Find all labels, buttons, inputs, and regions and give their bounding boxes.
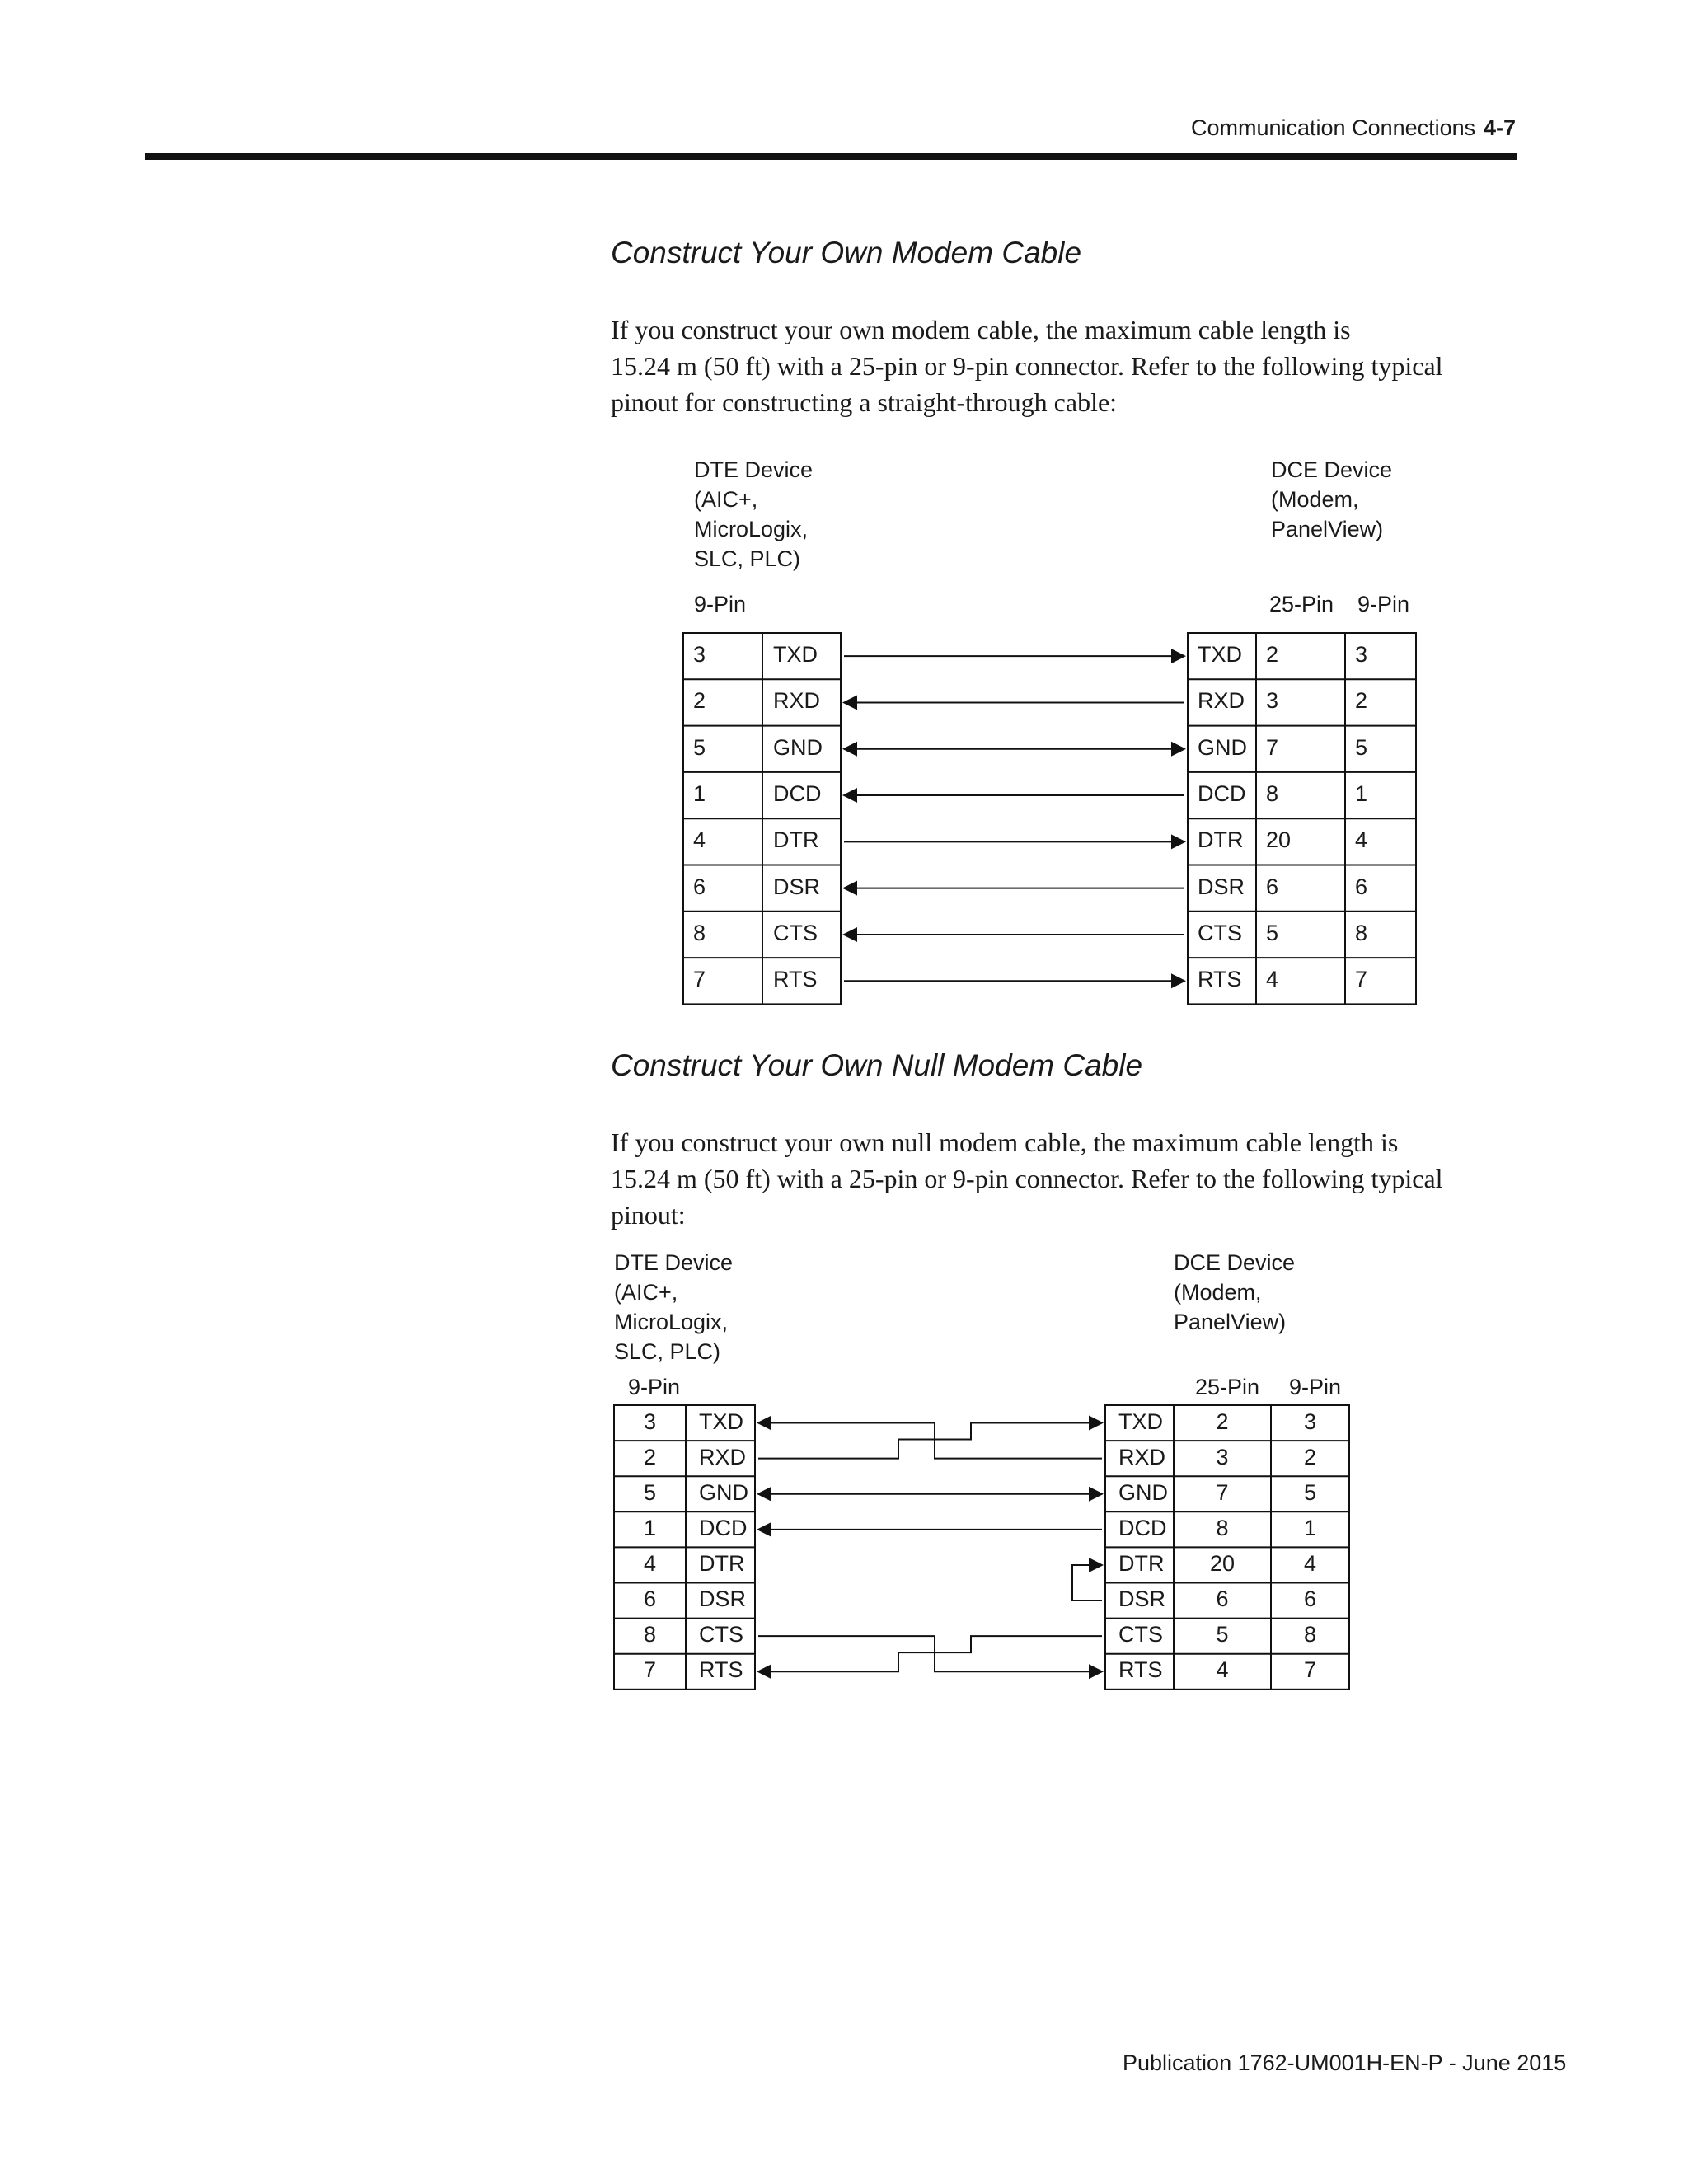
null-dte-signal-name: DTR bbox=[699, 1550, 745, 1576]
null-dte-pin-number: 2 bbox=[643, 1444, 657, 1469]
dce-25pin-number: 3 bbox=[1266, 688, 1279, 714]
null-dte-signal-name: TXD bbox=[699, 1408, 743, 1434]
rts-arrowhead bbox=[757, 1664, 771, 1679]
txd-dce-arrowhead bbox=[1089, 1416, 1104, 1431]
null-dte-signal-name: GND bbox=[699, 1479, 748, 1505]
dte-signal-name: DCD bbox=[773, 781, 822, 807]
null-dce-25pin-number: 7 bbox=[1216, 1479, 1229, 1505]
null-dte-signal-name: DCD bbox=[699, 1515, 748, 1540]
null-dce-25pin-number: 8 bbox=[1216, 1515, 1229, 1540]
null-dce-9pin-number: 7 bbox=[1303, 1657, 1317, 1683]
dce-9pin-number: 2 bbox=[1355, 688, 1368, 714]
null-dce-signal-name: TXD bbox=[1118, 1408, 1163, 1434]
null-dce-9pin-number: 3 bbox=[1303, 1408, 1317, 1434]
dte-pin-number: 3 bbox=[693, 642, 706, 668]
dte-pin-number: 5 bbox=[693, 734, 706, 760]
dte-pin-number: 2 bbox=[693, 688, 706, 714]
rts-dce-arrowhead bbox=[1089, 1664, 1104, 1679]
null-dce-9pin-number: 8 bbox=[1303, 1622, 1317, 1647]
gnd-left-arrowhead bbox=[757, 1487, 771, 1502]
null-dce-signal-name: DCD bbox=[1118, 1515, 1167, 1540]
rxd-to-txd-wire bbox=[758, 1423, 1102, 1459]
dte-pin-number: 1 bbox=[693, 781, 706, 807]
null-dte-9pin-header: 9-Pin bbox=[628, 1375, 681, 1399]
dce-25pin-number: 5 bbox=[1266, 920, 1279, 945]
null-dce-25pin-number: 6 bbox=[1216, 1586, 1229, 1612]
dce-25pin-number: 7 bbox=[1266, 734, 1279, 760]
null-modem-heading: Construct Your Own Null Modem Cable bbox=[611, 1048, 1143, 1082]
dce-25pin-number: 4 bbox=[1266, 967, 1279, 992]
null-dce-signal-name: CTS bbox=[1118, 1622, 1163, 1647]
null-dce-9pin-header: 9-Pin bbox=[1289, 1375, 1342, 1399]
dcd-arrowhead bbox=[757, 1522, 771, 1537]
dce-25pin-number: 2 bbox=[1266, 642, 1279, 668]
null-dte-signal-name: RTS bbox=[699, 1657, 743, 1683]
dce-signal-name: DCD bbox=[1198, 781, 1246, 807]
dce-25pin-number: 6 bbox=[1266, 874, 1279, 899]
publication-footer: Publication 1762-UM001H-EN-P - June 2015 bbox=[1123, 2050, 1567, 2075]
dce-9pin-number: 3 bbox=[1355, 642, 1368, 668]
dtr-dsr-loop bbox=[1072, 1565, 1102, 1601]
dte-signal-name: DSR bbox=[773, 874, 821, 899]
dce-9pin-number: 8 bbox=[1355, 920, 1368, 945]
null-dte-device-label: DTE Device (AIC+, MicroLogix, SLC, PLC) bbox=[614, 1250, 734, 1364]
null-dte-pin-number: 1 bbox=[643, 1515, 657, 1540]
null-dce-9pin-number: 6 bbox=[1303, 1586, 1317, 1612]
dce-25pin-number: 8 bbox=[1266, 781, 1279, 807]
dte-pin-number: 8 bbox=[693, 920, 706, 945]
null-dce-signal-name: DTR bbox=[1118, 1550, 1165, 1576]
null-dce-signal-name: GND bbox=[1118, 1479, 1168, 1505]
dce-9pin-number: 6 bbox=[1355, 874, 1368, 899]
null-dce-25pin-header: 25-Pin bbox=[1195, 1375, 1260, 1399]
modem-cable-heading: Construct Your Own Modem Cable bbox=[611, 236, 1082, 269]
dce-signal-name: RTS bbox=[1198, 967, 1242, 992]
null-dte-signal-name: RXD bbox=[699, 1444, 747, 1469]
dte-device-label: DTE Device (AIC+, MicroLogix, SLC, PLC) bbox=[694, 457, 814, 571]
dte-signal-name: CTS bbox=[773, 920, 818, 945]
dce-25pin-header: 25-Pin bbox=[1269, 592, 1334, 616]
dce-signal-name: CTS bbox=[1198, 920, 1242, 945]
modem-cable-paragraph: If you construct your own modem cable, the maximum cable length is 15.24 m (50 ft) with a 25-pin or 9-pin connector. Refer to the following typical pinout for constructing a straight-through cable: bbox=[611, 315, 1443, 417]
null-dce-25pin-number: 5 bbox=[1216, 1622, 1229, 1647]
page-number: 4-7 bbox=[1484, 115, 1517, 140]
running-header-title: Communication Connections bbox=[1191, 115, 1476, 140]
dtr-loop-arrowhead bbox=[1089, 1558, 1104, 1572]
null-dce-signal-name: RXD bbox=[1118, 1444, 1166, 1469]
null-dte-pin-number: 4 bbox=[643, 1550, 657, 1576]
txd-arrowhead bbox=[757, 1416, 771, 1431]
null-dce-25pin-number: 4 bbox=[1216, 1657, 1229, 1683]
null-dce-25pin-number: 20 bbox=[1209, 1550, 1236, 1576]
dce-device-label: DCE Device (Modem, PanelView) bbox=[1271, 457, 1393, 541]
null-dce-25pin-number: 2 bbox=[1216, 1408, 1229, 1434]
null-dce-signal-name: RTS bbox=[1118, 1657, 1163, 1683]
txd-to-rxd-wire bbox=[758, 1423, 1102, 1459]
dte-signal-name: RXD bbox=[773, 688, 821, 714]
null-dte-pin-number: 6 bbox=[643, 1586, 657, 1612]
dte-signal-name: TXD bbox=[773, 642, 818, 668]
null-dce-9pin-number: 1 bbox=[1303, 1515, 1317, 1540]
null-modem-paragraph: If you construct your own null modem cable, the maximum cable length is 15.24 m (50 ft) with a 25-pin or 9-pin connector. Refer to the following typical pinout: bbox=[611, 1127, 1443, 1230]
dce-9pin-number: 7 bbox=[1355, 967, 1368, 992]
null-dte-pin-number: 8 bbox=[643, 1622, 657, 1647]
dte-pin-number: 7 bbox=[693, 967, 706, 992]
dte-signal-name: DTR bbox=[773, 827, 819, 853]
dce-signal-name: GND bbox=[1198, 734, 1247, 760]
dce-25pin-number: 20 bbox=[1266, 827, 1292, 853]
null-dce-9pin-number: 2 bbox=[1303, 1444, 1317, 1469]
dte-9pin-header: 9-Pin bbox=[694, 592, 747, 616]
dce-9pin-header: 9-Pin bbox=[1357, 592, 1410, 616]
null-dce-device-label: DCE Device (Modem, PanelView) bbox=[1174, 1250, 1296, 1334]
dte-pin-number: 4 bbox=[693, 827, 706, 853]
dce-signal-name: RXD bbox=[1198, 688, 1245, 714]
null-dce-25pin-number: 3 bbox=[1216, 1444, 1229, 1469]
dce-signal-name: DSR bbox=[1198, 874, 1245, 899]
null-dte-pin-number: 5 bbox=[643, 1479, 657, 1505]
gnd-right-arrowhead bbox=[1089, 1487, 1104, 1502]
dce-9pin-number: 5 bbox=[1355, 734, 1368, 760]
dce-9pin-number: 1 bbox=[1355, 781, 1368, 807]
dte-signal-name: RTS bbox=[773, 967, 818, 992]
cts-to-rts-wire bbox=[758, 1636, 1102, 1671]
null-dce-9pin-number: 4 bbox=[1303, 1550, 1317, 1576]
null-dce-signal-name: DSR bbox=[1118, 1586, 1166, 1612]
dce-signal-name: DTR bbox=[1198, 827, 1244, 853]
null-dce-9pin-number: 5 bbox=[1303, 1479, 1317, 1505]
dte-pin-number: 6 bbox=[693, 874, 706, 899]
null-dte-pin-number: 3 bbox=[643, 1408, 657, 1434]
null-dte-signal-name: DSR bbox=[699, 1586, 747, 1612]
dce-signal-name: TXD bbox=[1198, 642, 1242, 668]
dte-signal-name: GND bbox=[773, 734, 823, 760]
rts-to-cts-wire bbox=[758, 1636, 1102, 1671]
null-dte-pin-number: 7 bbox=[643, 1657, 657, 1683]
dce-9pin-number: 4 bbox=[1355, 827, 1368, 853]
null-dte-signal-name: CTS bbox=[699, 1622, 743, 1647]
